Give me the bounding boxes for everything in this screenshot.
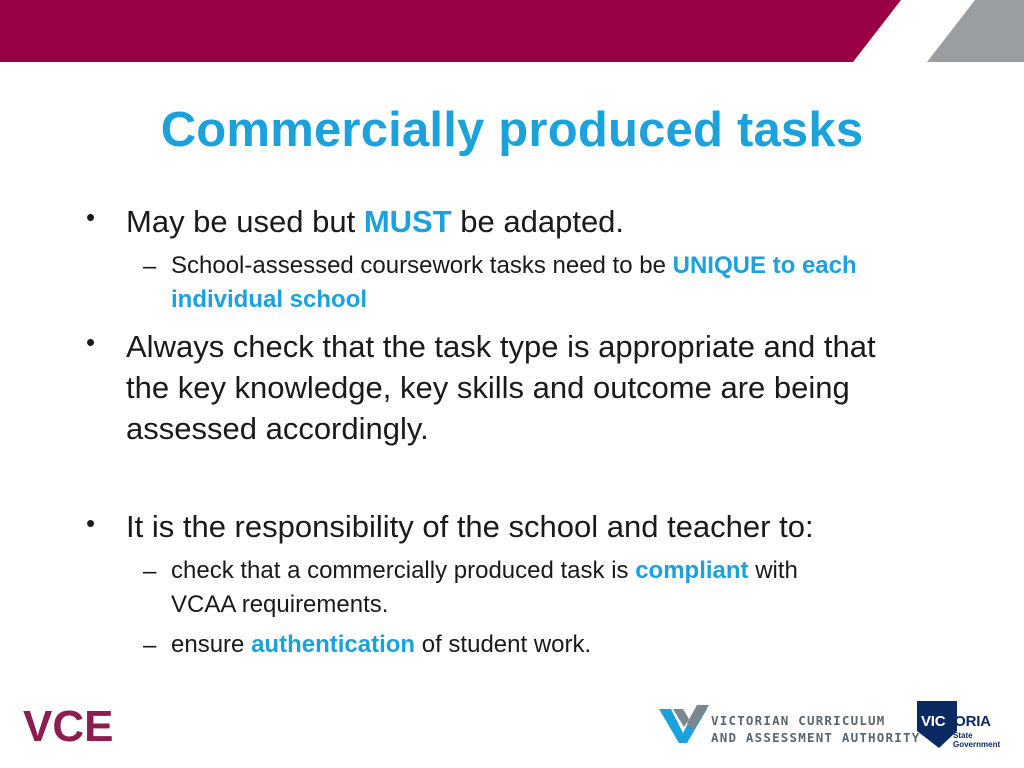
dash-icon: –: [143, 632, 157, 659]
bullet-2-line-3: assessed accordingly.: [126, 411, 429, 446]
compliant-highlight: compliant: [635, 557, 749, 584]
bullet-3-sub-1-line-2: VCAA requirements.: [171, 591, 389, 618]
bullet-3-sub-1-line-1: check that a commercially produced task is compliant with: [171, 557, 798, 584]
unique-highlight: UNIQUE to each: [672, 252, 857, 279]
state-government-label: State Government: [953, 731, 1001, 749]
vce-logo: VCE: [23, 702, 114, 751]
bullet-dot-icon: •: [86, 202, 96, 232]
bullet-1-sub-1-line-1: School-assessed coursework tasks need to be UNIQUE to each: [171, 252, 857, 279]
bullet-2-line-2: the key knowledge, key skills and outcome are being: [126, 370, 850, 405]
bullet-3-text: It is the responsibility of the school and teacher to:: [126, 509, 814, 544]
must-highlight: MUST: [363, 204, 452, 239]
vcaa-wordmark: VICTORIAN CURRICULUM AND ASSESSMENT AUTHORITY: [711, 713, 921, 745]
dash-icon: –: [143, 558, 157, 585]
bullet-2-line-1: Always check that the task type is appropriate and that: [126, 329, 876, 364]
victoria-wordmark: VICTORIA: [921, 713, 991, 730]
bullet-dot-icon: •: [86, 327, 96, 357]
bullet-dot-icon: •: [86, 508, 96, 538]
vcaa-logo-icon: [659, 705, 709, 745]
authentication-highlight: authentication: [251, 631, 416, 658]
bullet-3-sub-2: ensure authentication of student work.: [171, 631, 592, 658]
dash-icon: –: [143, 253, 157, 280]
slide-title: Commercially produced tasks: [160, 103, 864, 157]
bullet-1-text: May be used but MUST be adapted.: [126, 204, 625, 239]
bullet-1-sub-1-line-2: individual school: [171, 286, 368, 313]
